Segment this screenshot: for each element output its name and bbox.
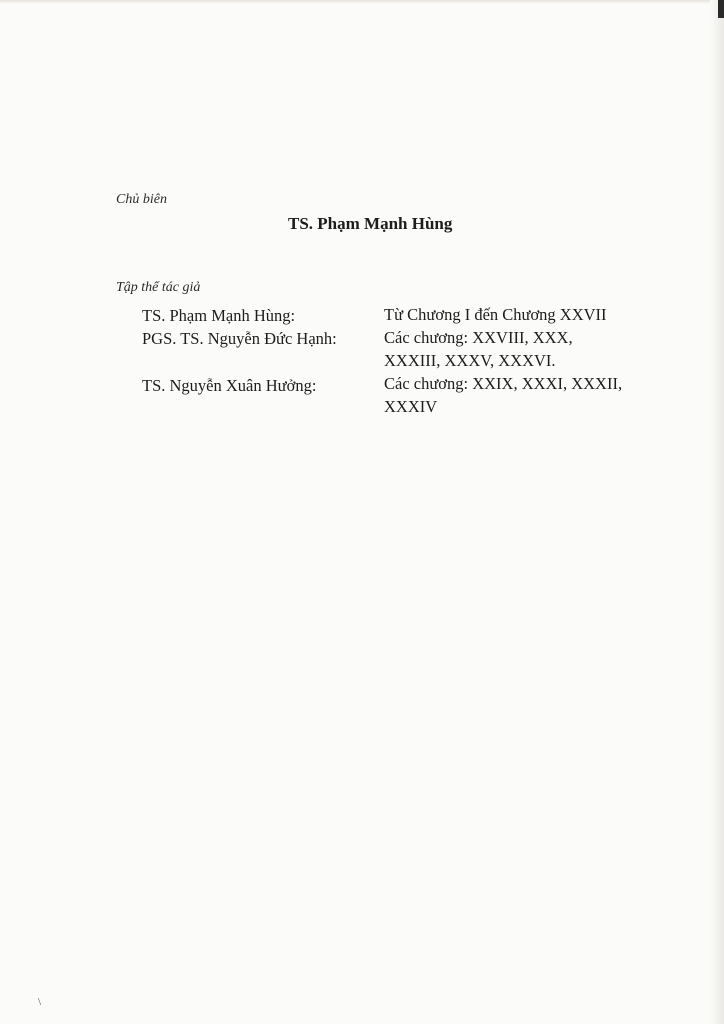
chapter-line: Các chương: XXIX, XXXI, XXXII,: [384, 374, 623, 393]
author-chapters: [384, 303, 674, 326]
author-name: PGS. TS. Nguyễn Đức Hạnh:: [142, 329, 337, 348]
chapter-line: Các chương: XXVIII, XXX,: [384, 328, 573, 347]
chapter-line: Từ Chương I đến Chương XXVII: [384, 305, 607, 324]
scan-top-edge: [0, 0, 724, 4]
scan-corner-mark: [718, 0, 724, 18]
scan-right-edge: [710, 0, 724, 1024]
chapter-line: XXXIV: [384, 397, 438, 416]
scan-tick-mark: \: [38, 996, 42, 1008]
author-chapters: [384, 372, 674, 418]
editor-name: TS. Phạm Mạnh Hùng: [288, 214, 453, 233]
authors-label: Tập thể tác giả: [116, 280, 201, 295]
author-name: TS. Phạm Mạnh Hùng:: [142, 306, 296, 325]
author-name: TS. Nguyễn Xuân Hưởng:: [142, 376, 317, 395]
author-chapters: [384, 326, 674, 372]
chapter-line: XXXIII, XXXV, XXXVI.: [384, 351, 556, 370]
editor-label: Chủ biên: [116, 192, 167, 207]
